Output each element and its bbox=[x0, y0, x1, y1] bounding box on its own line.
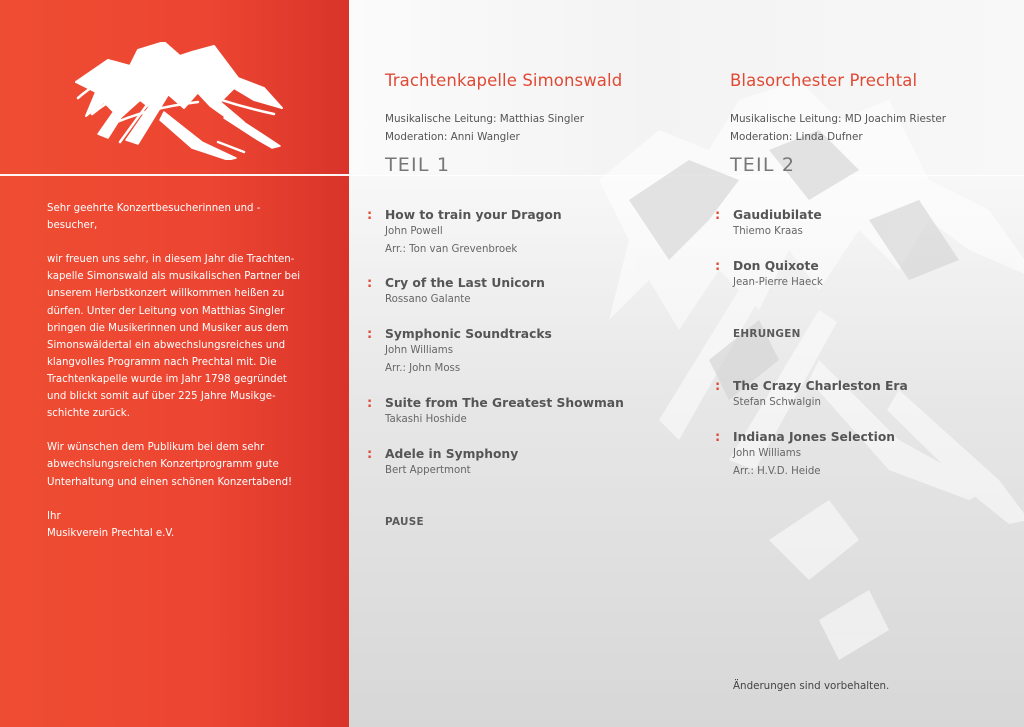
greeting-panel bbox=[0, 0, 349, 727]
piece-composer: Takashi Hoshide bbox=[385, 414, 467, 425]
letter-signature: Musikverein Prechtal e.V. bbox=[47, 527, 175, 539]
program-piece bbox=[367, 326, 552, 377]
letter-line: kapelle Simonswald als musikalischen Partner bei bbox=[47, 271, 301, 283]
letter-line: unserem Herbstkonzert willkommen heißen zu bbox=[47, 288, 285, 300]
piece-title: Gaudiubilate bbox=[733, 208, 822, 222]
greeting-letter bbox=[47, 200, 309, 559]
program-piece bbox=[367, 446, 519, 480]
letter-line: Simonswäldertal ein abwechslungsreiches und bbox=[47, 339, 286, 351]
letter-closing-word: Ihr bbox=[47, 510, 61, 522]
part1-conductor: Musikalische Leitung: Matthias Singler bbox=[385, 113, 585, 125]
honors-label: EHRUNGEN bbox=[733, 328, 801, 340]
letter-closing bbox=[47, 508, 309, 542]
letter-line: dürfen. Unter der Leitung von Matthias Singler bbox=[47, 305, 285, 317]
piece-title: The Crazy Charleston Era bbox=[733, 379, 908, 393]
piece-composer: Bert Appertmont bbox=[385, 465, 471, 476]
letter-line: und blickt somit auf über 225 Jahre Musikge- bbox=[47, 391, 276, 403]
part1-credits bbox=[385, 111, 584, 146]
piece-composer: John Williams bbox=[733, 448, 802, 459]
bullet-icon: : bbox=[367, 208, 373, 223]
program-piece bbox=[715, 378, 908, 412]
letter-salutation: Sehr geehrte Konzertbesucherinnen und -besucher, bbox=[47, 203, 261, 232]
letter-line: schichte zurück. bbox=[47, 408, 130, 420]
piece-composer: Thiemo Kraas bbox=[733, 226, 803, 237]
letter-line: abwechslungsreichen Konzertprogramm gute bbox=[47, 459, 279, 471]
orchestra-name-part2: Blasorchester Prechtal bbox=[730, 71, 918, 90]
piece-title: Suite from The Greatest Showman bbox=[385, 396, 624, 410]
letter-line: wir freuen uns sehr, in diesem Jahr die Trachten- bbox=[47, 254, 295, 266]
piece-title: Indiana Jones Selection bbox=[733, 430, 896, 444]
bullet-icon: : bbox=[367, 276, 373, 291]
part2-heading: TEIL 2 bbox=[730, 154, 796, 176]
program-piece bbox=[715, 258, 823, 292]
program-piece bbox=[367, 395, 624, 429]
letter-line: klangvolles Programm nach Prechtal mit. Die bbox=[47, 356, 277, 368]
piece-arranger: Arr.: Ton van Grevenbroek bbox=[385, 243, 518, 255]
mountain-logo-icon bbox=[68, 42, 288, 160]
bullet-icon: : bbox=[715, 430, 721, 445]
piece-title: Symphonic Soundtracks bbox=[385, 327, 552, 341]
piece-title: How to train your Dragon bbox=[385, 208, 562, 222]
bullet-icon: : bbox=[367, 327, 373, 342]
piece-composer: Rossano Galante bbox=[385, 294, 471, 305]
piece-title: Cry of the Last Unicorn bbox=[385, 276, 545, 290]
bullet-icon: : bbox=[367, 447, 373, 462]
piece-composer: John Williams bbox=[385, 345, 454, 356]
panel-divider bbox=[0, 174, 349, 176]
piece-composer: Jean-Pierre Haeck bbox=[733, 277, 823, 288]
piece-arranger: Arr.: H.V.D. Heide bbox=[733, 465, 821, 477]
program-piece bbox=[715, 207, 822, 241]
piece-title: Adele in Symphony bbox=[385, 447, 519, 461]
pause-label: PAUSE bbox=[385, 516, 424, 528]
piece-arranger: Arr.: John Moss bbox=[385, 362, 461, 374]
part1-moderation: Moderation: Anni Wangler bbox=[385, 130, 520, 143]
changes-notice: Änderungen sind vorbehalten. bbox=[733, 680, 890, 692]
orchestra-name-part1: Trachtenkapelle Simonswald bbox=[385, 71, 623, 90]
piece-composer: Stefan Schwalgin bbox=[733, 397, 821, 408]
part2-credits bbox=[730, 111, 946, 146]
bullet-icon: : bbox=[715, 259, 721, 274]
program-piece bbox=[715, 429, 896, 480]
part1-heading: TEIL 1 bbox=[385, 154, 451, 176]
piece-composer: John Powell bbox=[385, 226, 443, 237]
letter-paragraph-1 bbox=[47, 251, 309, 422]
bullet-icon: : bbox=[715, 208, 721, 223]
letter-line: Trachtenkapelle wurde im Jahr 1798 gegründet bbox=[47, 373, 287, 385]
letter-line: Wir wünschen dem Publikum bei dem sehr bbox=[47, 442, 265, 454]
program-piece bbox=[367, 275, 545, 309]
letter-paragraph-2 bbox=[47, 439, 309, 490]
letter-line: bringen die Musikerinnen und Musiker aus dem bbox=[47, 322, 289, 334]
piece-title: Don Quixote bbox=[733, 259, 819, 273]
program-piece bbox=[367, 207, 562, 258]
letter-line: Unterhaltung und einen schönen Konzertabend! bbox=[47, 476, 293, 488]
part2-moderation: Moderation: Linda Dufner bbox=[730, 130, 863, 143]
bullet-icon: : bbox=[367, 396, 373, 411]
part2-conductor: Musikalische Leitung: MD Joachim Riester bbox=[730, 113, 947, 125]
bullet-icon: : bbox=[715, 379, 721, 394]
